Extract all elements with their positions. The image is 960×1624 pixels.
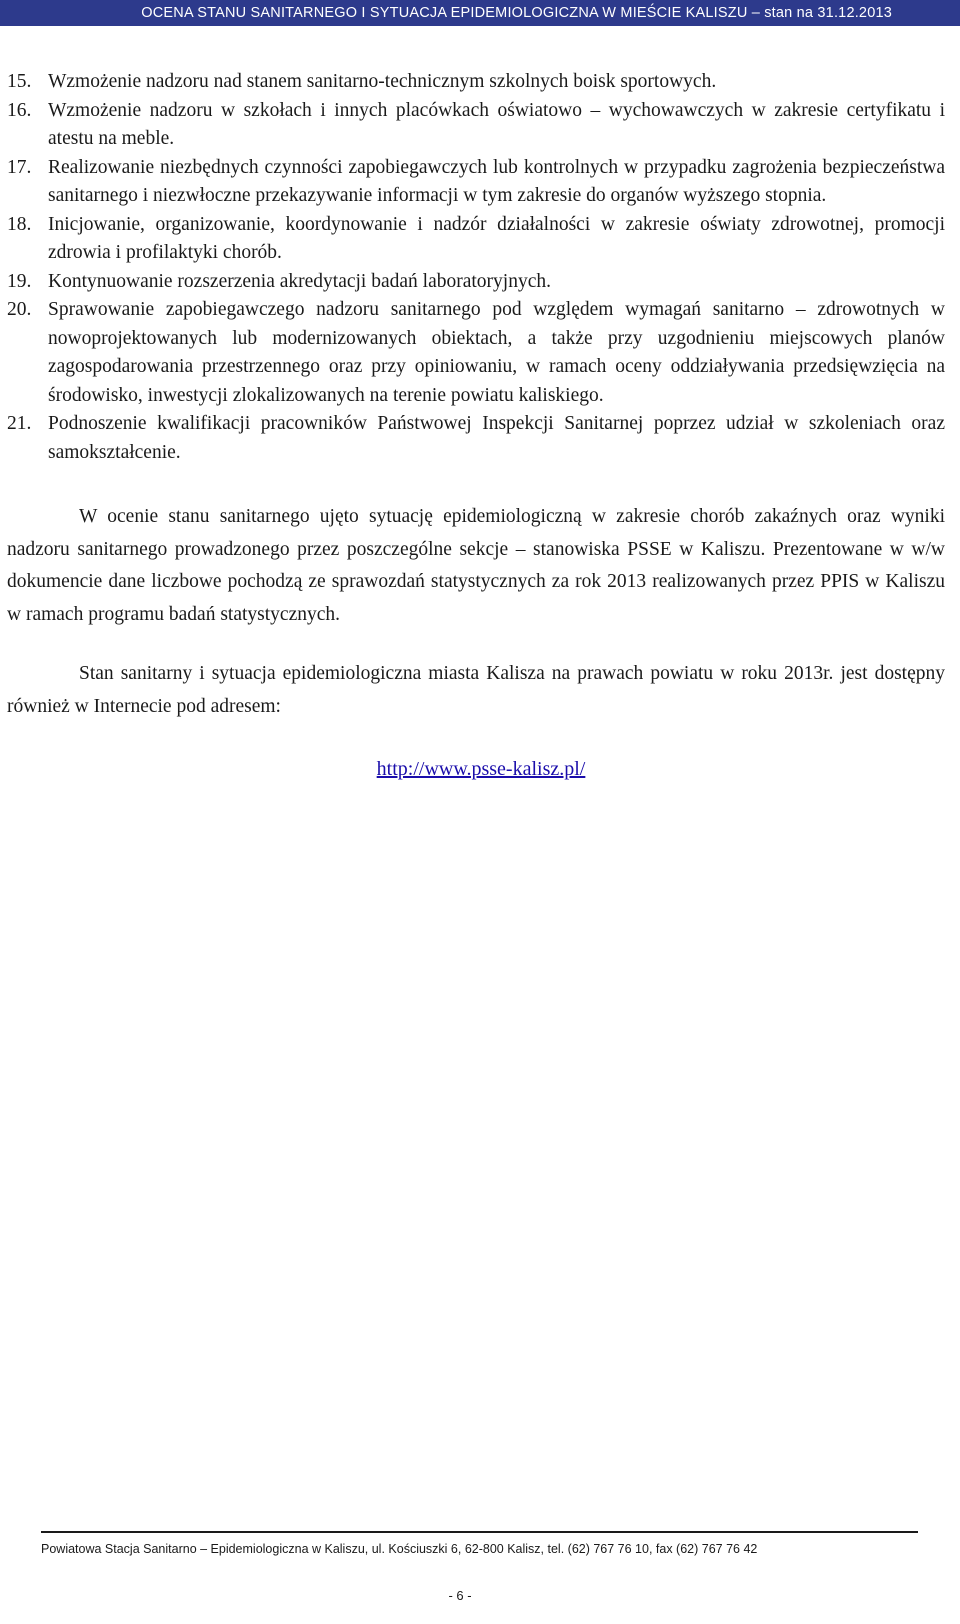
- header-title: OCENA STANU SANITARNEGO I SYTUACJA EPIDEMIOLOGICZNA W MIEŚCIE KALISZU – stan na 31.12.2013: [141, 5, 892, 21]
- list-item-number: 17.: [7, 156, 32, 178]
- list-item-text: Kontynuowanie rozszerzenia akredytacji badań laboratoryjnych.: [48, 270, 551, 292]
- website-link-container: [7, 753, 945, 786]
- list-item-number: 19.: [7, 270, 32, 292]
- list-item-text: Realizowanie niezbędnych czynności zapobiegawczych lub kontrolnych w przypadku zagrożenia bezpieczeństwa sanitarnego i niezwłoczne przekazywanie informacji w tym zakresie do organów wyższego stopnia.: [48, 156, 945, 206]
- page-number: - 6 -: [448, 1588, 472, 1603]
- list-item-text: Wzmożenie nadzoru nad stanem sanitarno-technicznym szkolnych boisk sportowych.: [48, 71, 717, 92]
- footer-divider: [41, 1531, 918, 1533]
- list-item: [7, 296, 945, 410]
- list-item-number: 21.: [7, 413, 32, 434]
- page-header: [0, 0, 960, 26]
- list-item: [7, 211, 945, 268]
- list-item: [7, 410, 945, 467]
- list-item: [7, 154, 945, 211]
- list-item: [7, 97, 945, 154]
- list-item: [7, 68, 945, 97]
- assessment-scope-paragraph: W ocenie stanu sanitarnego ujęto sytuację epidemiologiczną w zakresie chorób zakaźnych oraz wyniki nadzoru sanitarnego prowadzonego przez poszczególne sekcje – stanowiska PSSE w Kaliszu. Prezentowane w w/w dokumencie dane liczbowe pochodzą ze sprawozdań statystycznych za rok 2013 realizowanych przez PPIS w Kaliszu w ramach programu badań statystycznych.: [7, 506, 945, 625]
- footer-address: Powiatowa Stacja Sanitarno – Epidemiologiczna w Kaliszu, ul. Kościuszki 6, 62-800 Kalisz, tel. (62) 767 76 10, fax (62) 767 76 42: [41, 1542, 758, 1556]
- document-body: [7, 68, 945, 786]
- list-item-text: Inicjowanie, organizowanie, koordynowanie i nadzór działalności w zakresie oświaty zdrowotnej, promocji zdrowia i profilaktyki chorób.: [48, 213, 945, 263]
- list-item-number: 20.: [7, 299, 32, 320]
- list-item: [7, 268, 945, 297]
- list-item-number: 18.: [7, 213, 32, 235]
- website-link[interactable]: http://www.psse-kalisz.pl/: [376, 758, 586, 780]
- list-item-text: Podnoszenie kwalifikacji pracowników Państwowej Inspekcji Sanitarnej poprzez udział w szkoleniach oraz samokształcenie.: [48, 413, 945, 463]
- list-item-number: 16.: [7, 99, 32, 121]
- list-item-number: 15.: [7, 71, 32, 92]
- list-item-text: Wzmożenie nadzoru w szkołach i innych placówkach oświatowo – wychowawczych w zakresie certyfikatu i atestu na meble.: [48, 99, 945, 149]
- list-item-text: Sprawowanie zapobiegawczego nadzoru sanitarnego pod względem wymagań sanitarno – zdrowotnych w nowoprojektowanych lub modernizowanych obiektach, a także przy uzgodnieniu miejscowych planów zagospodarowania przestrzennego oraz przy opiniowaniu, w ramach oceny oddziaływania przedsięwzięcia na środowisko, inwestycji zlokalizowanych na terenie powiatu kaliskiego.: [48, 299, 945, 406]
- task-list: [7, 68, 945, 467]
- availability-paragraph: Stan sanitarny i sytuacja epidemiologiczna miasta Kalisza na prawach powiatu w roku 2013r. jest dostępny również w Internecie pod adresem:: [7, 663, 945, 717]
